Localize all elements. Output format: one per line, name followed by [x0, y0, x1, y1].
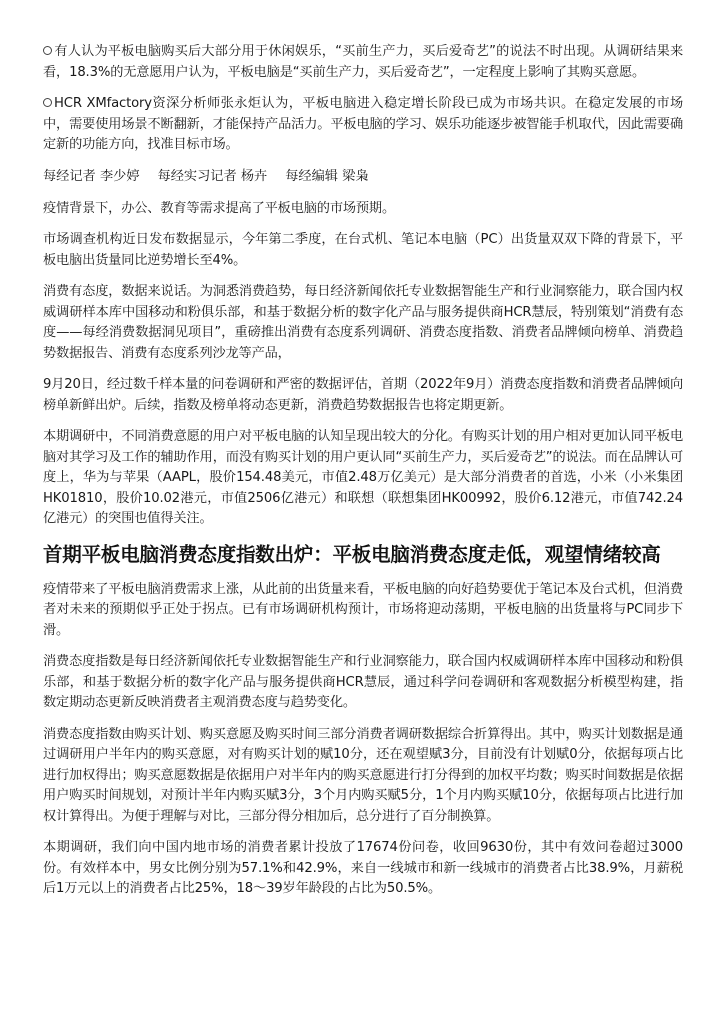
body-paragraph: 消费有态度，数据来说话。为洞悉消费趋势，每日经济新闻依托专业数据智能生产和行业洞察能力，联合国内权威调研样本库中国移动和粉俱乐部，和基于数据分析的数字化产品与服务提供商HCR慧辰，特别策划“消费有态度——每经消费数据洞见项目”，重磅推出消费有态度系列调研、消费态度指数、消费者品牌倾向榜单、消费趋势数据报告、消费有态度系列沙龙等产品， [43, 284, 683, 361]
bullet-circle-icon [43, 98, 52, 107]
intro-point-text: HCR XMfactory资深分析师张永炬认为，平板电脑进入稳定增长阶段已成为市场共识。在稳定发展的市场中，需要使用场景不断翻新，才能保持产品活力。平板电脑的学习、娱乐功能逐步被智能手机取代，因此需要确定新的功能方向，找准目标市场。 [43, 96, 683, 152]
body-paragraph: 市场调查机构近日发布数据显示，今年第二季度，在台式机、笔记本电脑（PC）出货量双双下降的背景下，平板电脑出货量同比逆势增长至4%。 [43, 232, 683, 268]
body-paragraph: 本期调研中，不同消费意愿的用户对平板电脑的认知呈现出较大的分化。有购买计划的用户相对更加认同平板电脑对其学习及工作的辅助作用，而没有购买计划的用户更认同“买前生产力，买后爱奇艺”的说法。而在品牌认可度上，华为与苹果（AAPL，股价154.48美元，市值2.48万亿美元）是大部分消费者的首选，小米（小米集团HK01810，股价10.02港元，市值2506亿港元）和联想（联想集团HK00992，股价6.12港元，市值742.24亿港元）的突围也值得关注。 [43, 429, 683, 526]
body-paragraph: 9月20日，经过数千样本量的问卷调研和严密的数据评估，首期（2022年9月）消费态度指数和消费者品牌倾向榜单新鲜出炉。后续，指数及榜单将动态更新，消费趋势数据报告也将定期更新。 [43, 377, 683, 413]
section-paragraph: 疫情带来了平板电脑消费需求上涨，从此前的出货量来看，平板电脑的向好趋势要优于笔记本及台式机，但消费者对未来的预期似乎正处于拐点。已有市场调研机构预计，市场将迎动荡期，平板电脑的出货量将与PC同步下滑。 [43, 581, 683, 638]
intro-point-2 [43, 94, 683, 156]
byline-editor: 每经编辑 梁枭 [285, 168, 369, 184]
byline-intern-reporter: 每经实习记者 杨卉 [157, 168, 268, 184]
bullet-circle-icon [43, 46, 52, 55]
body-paragraph: 疫情背景下，办公、教育等需求提高了平板电脑的市场预期。 [43, 200, 396, 216]
byline [43, 167, 683, 187]
intro-point-text: 有人认为平板电脑购买后大部分用于休闲娱乐，“买前生产力，买后爱奇艺”的说法不时出现。从调研结果来看，18.3%的无意愿用户认为，平板电脑是“买前生产力，买后爱奇艺”，一定程度上影响了其购买意愿。 [43, 44, 683, 80]
byline-reporter: 每经记者 李少婷 [43, 168, 140, 184]
article [43, 42, 683, 911]
section-paragraph: 消费态度指数是每日经济新闻依托专业数据智能生产和行业洞察能力，联合国内权威调研样本库中国移动和粉俱乐部，和基于数据分析的数字化产品与服务提供商HCR慧辰，通过科学问卷调研和客观数据分析模型构建，指数定期动态更新反映消费者主观消费态度与趋势变化。 [43, 654, 683, 710]
section-heading: 首期平板电脑消费态度指数出炉：平板电脑消费态度走低，观望情绪较高 [43, 542, 661, 566]
section-paragraph: 本期调研，我们向中国内地市场的消费者累计投放了17674份问卷，收回9630份，其中有效问卷超过3000份。有效样本中，男女比例分别为57.1%和42.9%，来自一线城市和新一线城市的消费者占比38.9%，月薪税后1万元以上的消费者占比25%，18～39岁年龄段的占比为50.5%。 [43, 840, 683, 896]
intro-point-1 [43, 42, 683, 83]
section-paragraph: 消费态度指数由购买计划、购买意愿及购买时间三部分消费者调研数据综合折算得出。其中，购买计划数据是通过调研用户半年内的购买意愿，对有购买计划的赋10分，还在观望赋3分，目前没有计划赋0分，依据每项占比进行加权得出；购买意愿数据是依据用户对半年内的购买意愿进行打分得到的加权平均数；购买时间数据是依据用户购买时间规划，对预计半年内购买赋3分，3个月内购买赋5分，1个月内购买赋10分，依据每项占比进行加权计算得出。为便于理解与对比，三部分得分相加后，总分进行了百分制换算。 [43, 726, 683, 824]
